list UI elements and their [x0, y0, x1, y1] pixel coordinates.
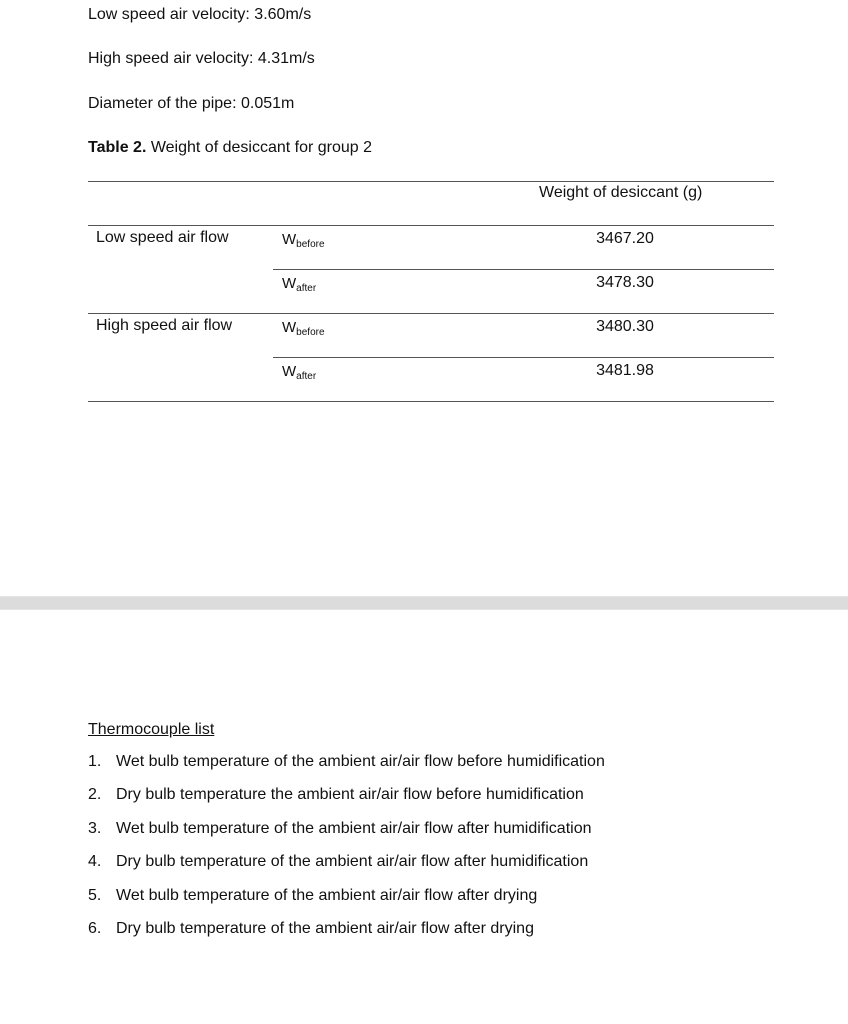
table-top-rule — [88, 181, 774, 182]
table-row-rule — [273, 357, 774, 358]
high-speed-velocity-line: High speed air velocity: 4.31m/s — [88, 50, 315, 67]
low-speed-velocity-line: Low speed air velocity: 3.60m/s — [88, 6, 312, 23]
row-group-high-speed: High speed air flow — [96, 317, 233, 334]
row-w-label: $W_{after}$ — [282, 275, 317, 294]
row-group-low-speed: Low speed air flow — [96, 229, 229, 246]
list-item: 5. Wet bulb temperature of the ambient air/air flow after drying — [88, 886, 538, 904]
row-value: 3481.98 — [596, 362, 654, 379]
row-value: 3467.20 — [596, 230, 654, 247]
thermocouple-list-title: Thermocouple list — [88, 721, 215, 738]
list-item: 1. Wet bulb temperature of the ambient air/air flow before humidification — [88, 753, 605, 770]
row-w-label: $W_{before}$ — [282, 231, 325, 250]
list-item: 4. Dry bulb temperature of the ambient air/air flow after humidification — [88, 853, 589, 871]
table-row-rule — [273, 269, 774, 270]
table-caption — [88, 139, 372, 157]
thermocouple-list — [88, 753, 605, 953]
row-w-label: $W_{after}$ — [282, 363, 317, 382]
list-item: 3. Wet bulb temperature of the ambient air/air flow after humidification — [88, 819, 592, 837]
table-caption-label: Table 2. — [88, 139, 147, 156]
table-bottom-rule — [88, 401, 774, 402]
table-header-rule — [88, 225, 774, 226]
table-group-rule — [88, 313, 774, 314]
list-item: 2. Dry bulb temperature the ambient air/air flow before humidification — [88, 786, 584, 804]
row-value: 3478.30 — [596, 274, 654, 291]
row-value: 3480.30 — [596, 318, 654, 335]
pipe-diameter-line: Diameter of the pipe: 0.051m — [88, 95, 295, 112]
table-header-weight: Weight of desiccant (g) — [539, 184, 703, 201]
row-w-label: $W_{before}$ — [282, 319, 325, 338]
list-item: 6. Dry bulb temperature of the ambient air/air flow after drying — [88, 919, 534, 937]
table-caption-text: Weight of desiccant for group 2 — [150, 139, 373, 156]
page-separator — [0, 596, 848, 610]
